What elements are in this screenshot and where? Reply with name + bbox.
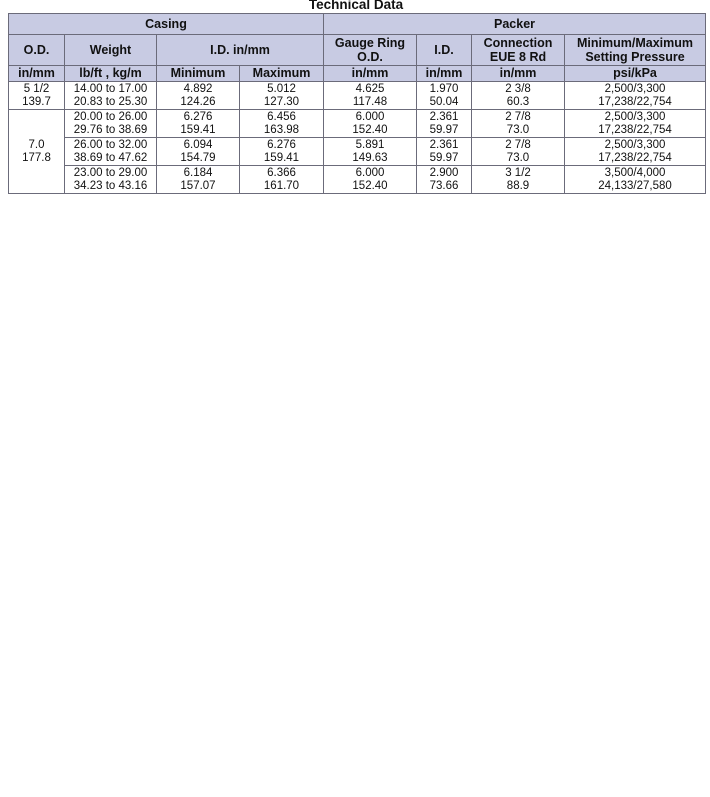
cell-od: 5 1/2 139.7	[9, 82, 65, 110]
cell-packer-id: 2.900 73.66	[417, 166, 472, 194]
cell-weight: 20.00 to 26.00 29.76 to 38.69	[65, 110, 157, 138]
cell-packer-id: 2.361 59.97	[417, 110, 472, 138]
cell-od: 7.0 177.8	[9, 110, 65, 194]
header-connection: Connection EUE 8 Rd	[472, 35, 565, 66]
table-row	[9, 110, 706, 138]
cell-id-max: 6.366 161.70	[240, 166, 324, 194]
group-header-packer: Packer	[324, 14, 706, 35]
table-row	[9, 166, 706, 194]
cell-pressure: 2,500/3,300 17,238/22,754	[565, 82, 706, 110]
unit-id-min: Minimum	[157, 66, 240, 82]
cell-id-max: 5.012 127.30	[240, 82, 324, 110]
cell-pressure: 2,500/3,300 17,238/22,754	[565, 138, 706, 166]
unit-pressure: psi/kPa	[565, 66, 706, 82]
unit-od: in/mm	[9, 66, 65, 82]
cell-id-min: 4.892 124.26	[157, 82, 240, 110]
cell-id-min: 6.094 154.79	[157, 138, 240, 166]
header-setting-pressure: Minimum/Maximum Setting Pressure	[565, 35, 706, 66]
cell-weight: 14.00 to 17.00 20.83 to 25.30	[65, 82, 157, 110]
cell-gauge-ring: 4.625 117.48	[324, 82, 417, 110]
page-title: Technical Data	[308, 0, 404, 12]
cell-weight: 26.00 to 32.00 38.69 to 47.62	[65, 138, 157, 166]
technical-data-table	[8, 13, 706, 194]
table-row	[9, 138, 706, 166]
cell-connection: 3 1/2 88.9	[472, 166, 565, 194]
unit-gauge-ring: in/mm	[324, 66, 417, 82]
header-weight: Weight	[65, 35, 157, 66]
cell-connection: 2 3/8 60.3	[472, 82, 565, 110]
header-id: I.D. in/mm	[157, 35, 324, 66]
group-header-casing: Casing	[9, 14, 324, 35]
unit-packer-id: in/mm	[417, 66, 472, 82]
cell-id-min: 6.276 159.41	[157, 110, 240, 138]
cell-weight: 23.00 to 29.00 34.23 to 43.16	[65, 166, 157, 194]
cell-connection: 2 7/8 73.0	[472, 138, 565, 166]
unit-weight: lb/ft , kg/m	[65, 66, 157, 82]
cell-id-max: 6.276 159.41	[240, 138, 324, 166]
unit-connection: in/mm	[472, 66, 565, 82]
cell-connection: 2 7/8 73.0	[472, 110, 565, 138]
cell-id-min: 6.184 157.07	[157, 166, 240, 194]
header-od: O.D.	[9, 35, 65, 66]
cell-packer-id: 1.970 50.04	[417, 82, 472, 110]
cell-gauge-ring: 6.000 152.40	[324, 110, 417, 138]
cell-id-max: 6.456 163.98	[240, 110, 324, 138]
unit-id-max: Maximum	[240, 66, 324, 82]
cell-packer-id: 2.361 59.97	[417, 138, 472, 166]
cell-pressure: 3,500/4,000 24,133/27,580	[565, 166, 706, 194]
header-gauge-ring: Gauge Ring O.D.	[324, 35, 417, 66]
cell-pressure: 2,500/3,300 17,238/22,754	[565, 110, 706, 138]
table-row	[9, 82, 706, 110]
cell-gauge-ring: 5.891 149.63	[324, 138, 417, 166]
header-packer-id: I.D.	[417, 35, 472, 66]
cell-gauge-ring: 6.000 152.40	[324, 166, 417, 194]
